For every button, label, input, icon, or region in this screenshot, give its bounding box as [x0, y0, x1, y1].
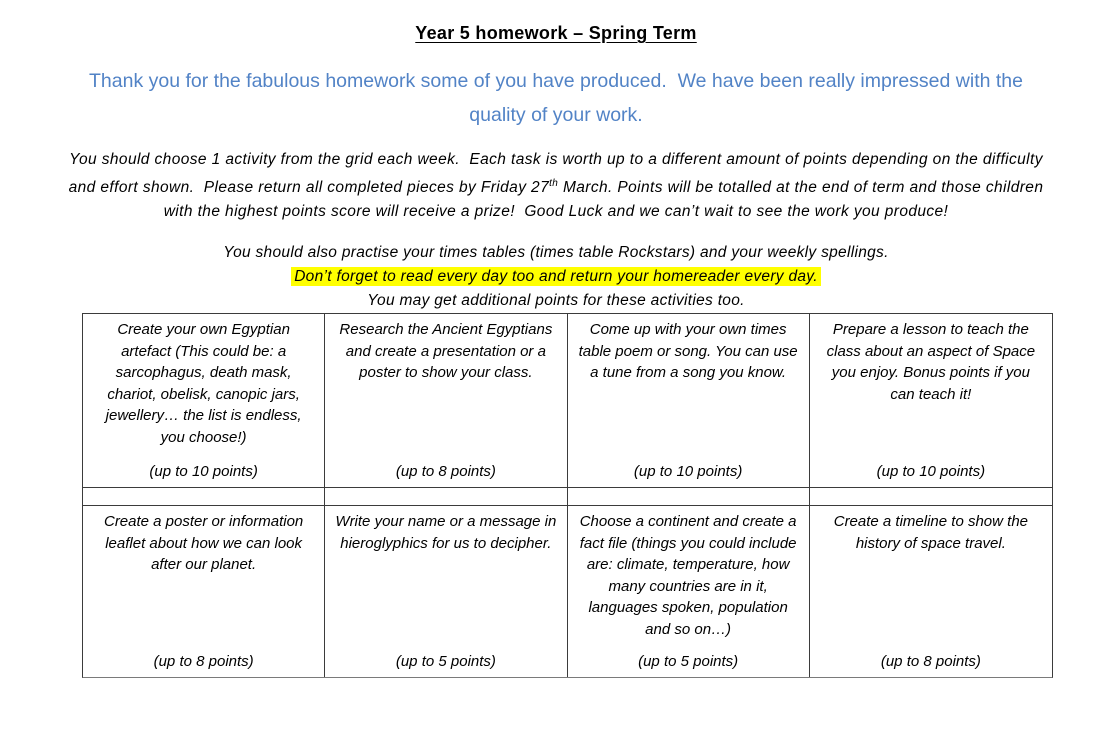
- activity-description: Create a timeline to show the history of space travel.: [833, 513, 1033, 552]
- thanks-message: Thank you for the fabulous homework some of you have produced. We have been really impressed with the quality of your work.: [89, 70, 1029, 126]
- activity-cell-hieroglyphics: [325, 506, 567, 677]
- activity-cell-times-table-song: [568, 314, 810, 487]
- activity-description: Create your own Egyptian artefact (This could be: a sarcophagus, death mask, chariot, obelisk, canopic jars, jewellery… the list is endless, you choose!): [105, 321, 306, 446]
- additional-points-line: You may get additional points for these activities too.: [367, 292, 745, 310]
- activity-description: Create a poster or information leaflet about how we can look after our planet.: [103, 513, 308, 573]
- page-title-text: Year 5 homework – Spring Term: [415, 23, 697, 43]
- reminders-block: [0, 241, 1112, 313]
- grid-spacer-row: [83, 488, 1052, 506]
- activity-cell-space-timeline: [810, 506, 1052, 677]
- activity-description: Prepare a lesson to teach the class about an aspect of Space you enjoy. Bonus points if you can teach it!: [826, 321, 1040, 403]
- spacer-cell: [325, 488, 567, 505]
- highlight-line-wrap: [0, 265, 1112, 289]
- spacer-cell: [568, 488, 810, 505]
- activity-description: Research the Ancient Egyptians and create a presentation or a poster to show your class.: [339, 321, 557, 381]
- intro-text-after-date: March. Points will be totalled at the end of term and those children with the highest points score will receive a prize! Good Luck and we can’t wait to see the work you produce!: [163, 179, 1049, 221]
- grid-row-2: [83, 506, 1052, 677]
- activity-cell-egyptian-research: [325, 314, 567, 487]
- activity-points: (up to 8 points): [153, 652, 254, 670]
- activity-points: (up to 10 points): [633, 462, 743, 480]
- activity-points: (up to 10 points): [876, 462, 986, 480]
- activity-cell-continent-fact-file: [568, 506, 810, 677]
- activity-points: (up to 8 points): [880, 652, 981, 670]
- activity-cell-space-lesson: [810, 314, 1052, 487]
- activity-points: (up to 10 points): [149, 462, 258, 480]
- intro-paragraph: [56, 148, 1056, 224]
- activity-description: Choose a continent and create a fact file (things you could include are: climate, temperature, how many countries are in it, languages spoken, population and so on…): [579, 513, 801, 638]
- activity-cell-egyptian-artefact: [83, 314, 325, 487]
- activity-description: Write your name or a message in hieroglyphics for us to decipher.: [335, 513, 561, 552]
- activity-cell-planet-poster: [83, 506, 325, 677]
- practise-line: You should also practise your times tables (times table Rockstars) and your weekly spellings.: [223, 244, 889, 262]
- activity-description: Come up with your own times table poem or song. You can use a tune from a song you know.: [578, 321, 802, 381]
- date-superscript: th: [549, 178, 559, 189]
- spacer-cell: [810, 488, 1052, 505]
- activity-points: (up to 5 points): [638, 652, 739, 670]
- activity-points: (up to 5 points): [395, 652, 496, 670]
- activity-grid-table: [82, 313, 1053, 678]
- spacer-cell: [83, 488, 325, 505]
- intro-text-before-date: You should choose 1 activity from the grid each week. Each task is worth up to a different amount of points depending on the difficulty and effort shown. Please return all completed pieces by Friday 27: [68, 151, 1048, 197]
- activity-points: (up to 8 points): [395, 462, 496, 480]
- page-title: [0, 21, 1112, 45]
- grid-row-1: [83, 314, 1052, 488]
- highlighted-reminder: Don’t forget to read every day too and return your homereader every day.: [291, 267, 821, 286]
